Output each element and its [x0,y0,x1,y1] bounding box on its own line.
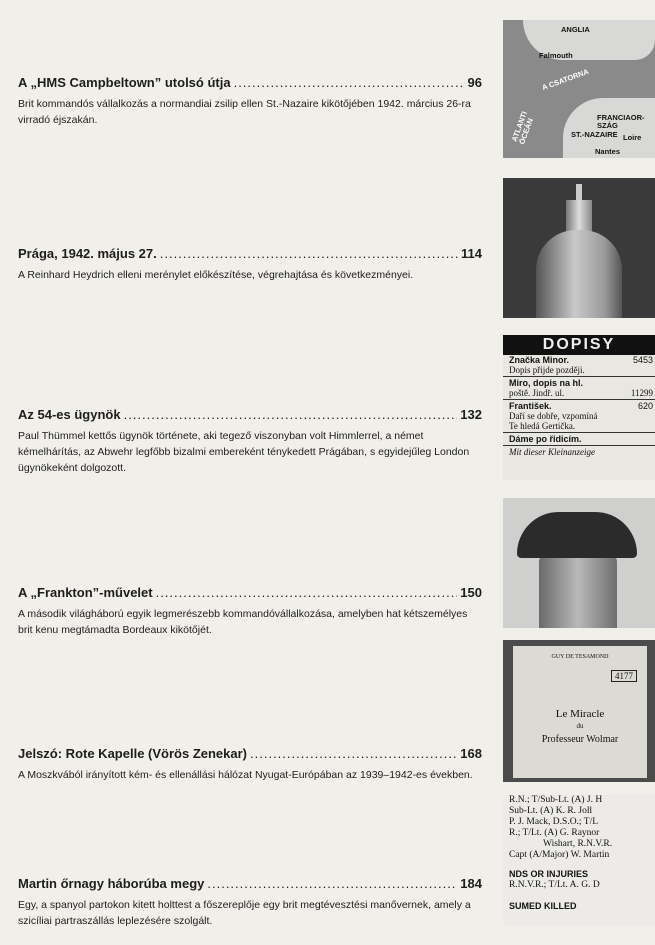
toc-entry-title-row [18,246,482,262]
map-label: ATLANTI ÓCEÁN [509,110,535,146]
navy-line: Wishart, R.N.V.R. [543,839,613,849]
navy-line: R.N.; T/Sub-Lt. (A) J. H [509,795,603,805]
toc-entry-description: Brit kommandós vállalkozás a normandiai zsilip ellen St.-Nazaire kikötőjében 1942. március 26-ra virradó éjszakán. [18,98,471,126]
toc-entry-title-row [18,746,482,762]
map-label: Falmouth [539,51,573,60]
toc-entry-title: Jelszó: Rote Kapelle (Vörös Zenekar) [18,746,248,761]
navy-line: R.; T/Lt. (A) G. Raynor [509,828,600,838]
leader-dots [124,407,458,423]
toc-entry-page: 184 [460,876,482,891]
toc-entry [18,407,482,476]
clipping-line: Miro, dopis na hl. [509,378,583,388]
soldier-face [539,554,617,628]
leader-dots [160,246,458,262]
book-title: Professeur Wolmar [541,734,619,745]
clipping-line: Te hledá Gertička. [509,421,576,431]
book-author: GUY DE TESAMOND [551,654,609,660]
toc-entry-page: 96 [467,75,482,90]
book-title-connector: du [576,722,584,730]
map-label: FRANCIAOR- SZÁG [597,113,645,130]
clipping-rule [503,432,655,433]
toc-entry-page: 150 [460,585,482,600]
navy-line: SUMED KILLED [509,901,577,911]
toc-entry-title: Prága, 1942. május 27. [18,246,157,261]
helmet-shape [517,512,637,558]
soldier-photo [503,498,655,628]
navy-line: NDS OR INJURIES [509,869,589,879]
book-code: 4177 [611,670,637,682]
toc-entry-title: Az 54-es ügynök [18,407,121,422]
map-label: ST.-NAZAIRE [571,130,618,139]
clipping-line: Dopis přijde později. [509,365,585,375]
toc-entry [18,75,482,128]
toc-entry-title: A „HMS Campbeltown” utolsó útja [18,75,231,90]
toc-entry-title-row [18,585,482,601]
leader-dots [250,746,457,762]
navy-line: Sub-Lt. (A) K. R. Joll [509,806,593,816]
navy-line: R.N.V.R.; T/Lt. A. G. D [509,880,600,890]
toc-entry-title-row [18,407,482,423]
toc-entry-description: Egy, a spanyol partokon kitett holttest a főszereplője egy brit megtévesztési manővernek, amely a szicíliai partraszállás leplezésére szolgált. [18,899,471,927]
toc-entry-description: A Reinhard Heydrich elleni merénylet előkészítése, végrehajtása és következményei. [18,269,414,281]
toc-entry [18,585,482,638]
toc-entry-description: A második világháború egyik legmerészebb kommandóvállalkozása, amelyben hat kétszemélyes brit kenu megtámadta Bordeaux kikötőjét. [18,608,468,636]
leader-dots [207,876,457,892]
map-label: Nantes [595,147,621,156]
map-label: A CSATORNA [540,66,590,93]
clipping-line: František. 620 [509,401,653,411]
book-cover [513,646,647,778]
shell-photo [503,178,655,318]
toc-entry-page: 114 [461,246,482,261]
toc-entry-page: 168 [460,746,482,761]
clipping-line: Značka Minor. 5453 [509,355,653,365]
leader-dots [234,75,465,91]
navy-list-clipping [503,795,655,925]
clipping-header: DOPISY [503,335,655,355]
toc-entry [18,746,482,783]
book-title: Le Miracle [555,708,605,720]
toc-entry-title-row [18,75,482,91]
toc-entry-title: A „Frankton”-művelet [18,585,153,600]
clipping-rule [503,376,655,377]
shell-body [536,230,622,318]
newspaper-clipping [503,335,655,480]
toc-entry [18,246,482,283]
toc-entry [18,876,482,929]
toc-entry-page: 132 [460,407,482,422]
clipping-line: Dáme po řidicím. [509,434,582,444]
toc-entry-title-row [18,876,482,892]
leader-dots [156,585,458,601]
navy-line: Capt (A/Major) W. Martin [509,850,610,860]
clipping-line: poště. Jindř. ul. 11299 [509,388,653,398]
clipping-rule [503,399,655,400]
clipping-rule [503,445,655,446]
navy-line: P. J. Mack, D.S.O.; T/L [509,817,599,827]
toc-entry-description: A Moszkvából irányított kém- és ellenállási hálózat Nyugat-Európában az 1939–1942-es években. [18,769,473,781]
toc-entry-title: Martin őrnagy háborúba megy [18,876,205,891]
toc-entry-description: Paul Thümmel kettős ügynök története, aki tegező viszonyban volt Himmlerrel, a német kémelhárítás, az Abwehr legfőbb bizalmi embereként ténykedett Prágában, s egyidejűleg London ügynökeként dolgozott. [18,430,470,474]
map-thumbnail [503,20,655,158]
clipping-line: Daří se dobře, vzpomíná [509,411,598,421]
map-label: ANGLIA [561,25,590,34]
clipping-caption: Mit dieser Kleinanzeige [509,447,595,457]
book-cover-photo [503,640,655,782]
map-label: Loire [623,133,642,142]
